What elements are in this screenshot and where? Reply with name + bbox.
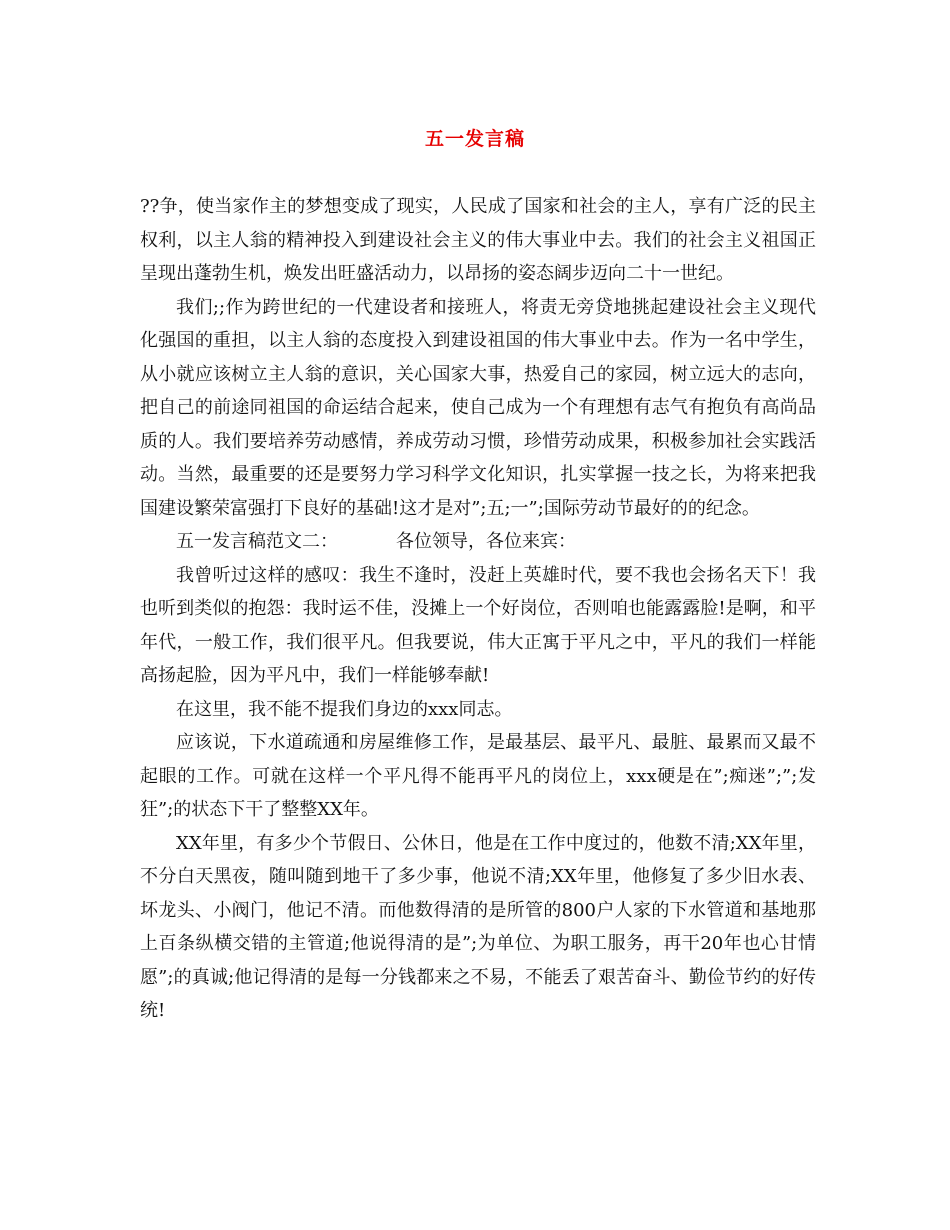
- paragraph-7: XX年里，有多少个节假日、公休日，他是在工作中度过的，他数不清;XX年里，不分白天黑夜，随叫随到地干了多少事，他说不清;XX年里，他修复了多少旧水表、坏龙头、小阀门，他记不清。而他数得清的是所管的800户人家的下水管道和基地那上百条纵横交错的主管道;他说得清的是”;为单位、为职工服务，再干20年也心甘情愿”;的真诚;他记得清的是每一分钱都来之不易，不能丢了艰苦奋斗、勤俭节约的好传统!: [140, 832, 816, 1021]
- paragraph-6: 应该说，下水道疏通和房屋维修工作，是最基层、最平凡、最脏、最累而又最不起眼的工作。可就在这样一个平凡得不能再平凡的岗位上，xxx硬是在”;痴迷”;”;发狂”;的状态下干了整整XX年。: [140, 732, 816, 820]
- paragraph-2: 我们;;作为跨世纪的一代建设者和接班人，将责无旁贷地挑起建设社会主义现代化强国的重担，以主人翁的态度投入到建设祖国的伟大事业中去。作为一名中学生，从小就应该树立主人翁的意识，关心国家大事，热爱自己的家园，树立远大的志向，把自己的前途同祖国的命运结合起来，使自己成为一个有理想有志气有抱负有高尚品质的人。我们要培养劳动感情，养成劳动习惯，珍惜劳动成果，积极参加社会实践活动。当然，最重要的还是要努力学习科学文化知识，扎实掌握一技之长，为将来把我国建设繁荣富强打下良好的基础!这才是对”;五;一”;国际劳动节最好的的纪念。: [140, 296, 816, 519]
- paragraph-3: [140, 525, 816, 559]
- paragraph-1: ??争，使当家作主的梦想变成了现实，人民成了国家和社会的主人，享有广泛的民主权利，以主人翁的精神投入到建设社会主义的伟大事业中去。我们的社会主义祖国正呈现出蓬勃生机，焕发出旺盛活动力，以昂扬的姿态阔步迈向二十一世纪。: [140, 196, 816, 284]
- document-body: [140, 190, 816, 1028]
- paragraph-5: 在这里，我不能不提我们身边的xxx同志。: [176, 698, 513, 720]
- section-heading: 五一发言稿范文二：: [176, 531, 338, 552]
- document-title: 五一发言稿: [424, 128, 525, 150]
- salutation: 各位领导，各位来宾：: [396, 531, 576, 552]
- paragraph-4: 我曾听过这样的感叹：我生不逢时，没赶上英雄时代，要不我也会扬名天下！我也听到类似的抱怨：我时运不佳，没摊上一个好岗位，否则咱也能露露脸!是啊，和平年代，一般工作，我们很平凡。但我要说，伟大正寓于平凡之中，平凡的我们一样能高扬起脸，因为平凡中，我们一样能够奉献!: [140, 564, 816, 686]
